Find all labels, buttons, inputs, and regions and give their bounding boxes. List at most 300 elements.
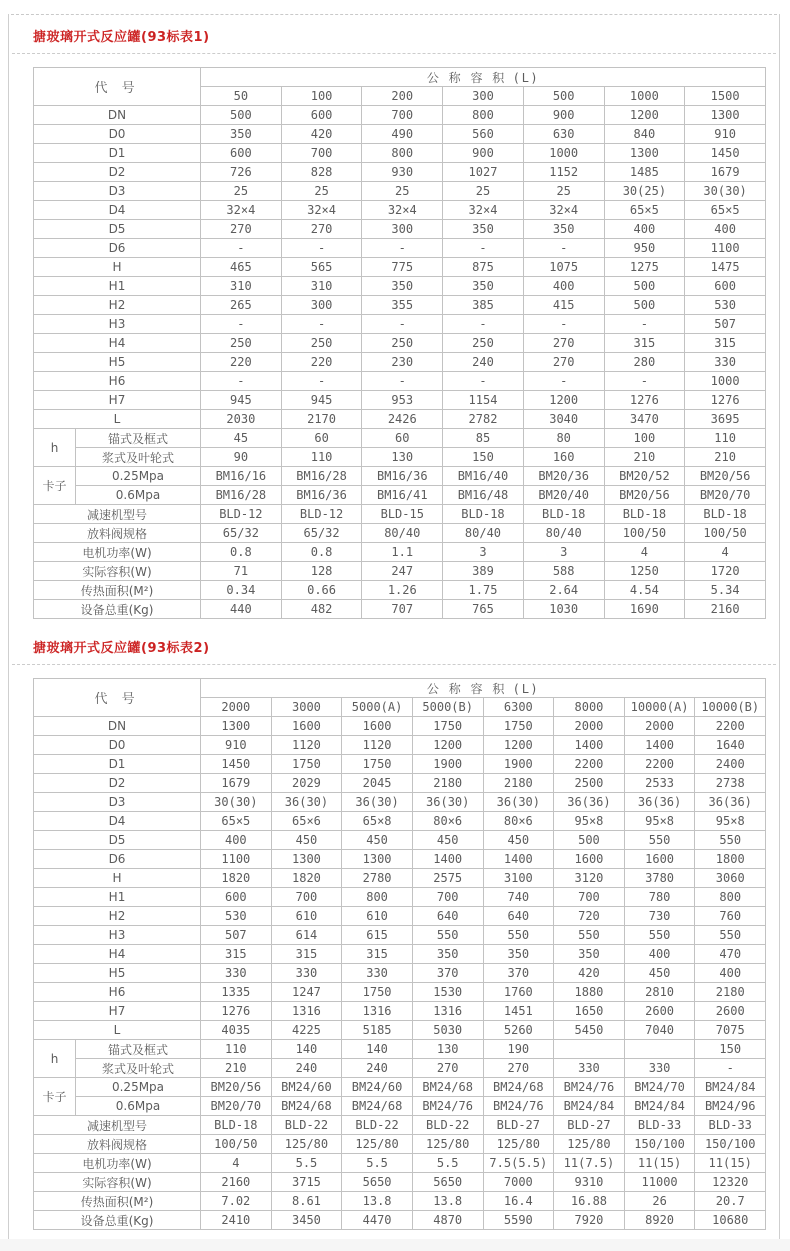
value-cell: 2180 [412, 774, 483, 793]
value-cell: 5650 [342, 1173, 413, 1192]
table-row [34, 1097, 766, 1116]
value-cell: 7920 [554, 1211, 625, 1230]
row-label-cell: H3 [34, 315, 201, 334]
table-row [34, 1021, 766, 1040]
value-cell: 550 [624, 926, 695, 945]
capacity-header-cell: 8000 [554, 698, 625, 717]
value-cell: BM24/68 [342, 1097, 413, 1116]
value-cell: 1400 [554, 736, 625, 755]
value-cell: BLD-12 [281, 505, 362, 524]
value-cell: 240 [271, 1059, 342, 1078]
row-label-cell: D3 [34, 793, 201, 812]
value-cell: - [201, 315, 282, 334]
value-cell: 600 [685, 277, 766, 296]
value-cell: 3120 [554, 869, 625, 888]
value-cell: 720 [554, 907, 625, 926]
value-cell: 1335 [201, 983, 272, 1002]
capacity-header-cell: 100 [281, 87, 362, 106]
row-label-cell: D6 [34, 850, 201, 869]
value-cell: 2200 [554, 755, 625, 774]
value-cell: 30(30) [201, 793, 272, 812]
value-cell: BM24/96 [695, 1097, 766, 1116]
value-cell: 470 [695, 945, 766, 964]
value-cell: 1.75 [443, 581, 524, 600]
value-cell: 415 [523, 296, 604, 315]
value-cell: 36(30) [483, 793, 554, 812]
value-cell: 3 [443, 543, 524, 562]
value-cell: 80 [523, 429, 604, 448]
value-cell: 7000 [483, 1173, 554, 1192]
subrow-label-cell: 浆式及叶轮式 [76, 448, 201, 467]
value-cell: 1750 [483, 717, 554, 736]
value-cell: 25 [523, 182, 604, 201]
value-cell: 1600 [554, 850, 625, 869]
value-cell: 600 [201, 144, 282, 163]
value-cell: - [443, 372, 524, 391]
value-cell: 13.8 [342, 1192, 413, 1211]
value-cell: 5030 [412, 1021, 483, 1040]
row-label-cell: D0 [34, 125, 201, 144]
value-cell: 350 [523, 220, 604, 239]
table-row [34, 144, 766, 163]
value-cell: 9310 [554, 1173, 625, 1192]
value-cell: 160 [523, 448, 604, 467]
value-cell: 640 [412, 907, 483, 926]
value-cell: BLD-18 [523, 505, 604, 524]
subrow-label-cell: 锚式及框式 [76, 1040, 201, 1059]
value-cell: 800 [443, 106, 524, 125]
value-cell: 1750 [342, 755, 413, 774]
row-label-cell: 减速机型号 [34, 1116, 201, 1135]
value-cell: - [443, 239, 524, 258]
value-cell: BM16/36 [281, 486, 362, 505]
subrow-label-cell: 锚式及框式 [76, 429, 201, 448]
value-cell: 350 [483, 945, 554, 964]
value-cell: 1690 [604, 600, 685, 619]
table-row [34, 1192, 766, 1211]
row-label-cell: D4 [34, 201, 201, 220]
table-row [34, 1116, 766, 1135]
row-label-cell: H [34, 869, 201, 888]
value-cell: - [362, 315, 443, 334]
value-cell: 700 [271, 888, 342, 907]
value-cell: 1276 [685, 391, 766, 410]
value-cell: 550 [554, 926, 625, 945]
row-label-cell: 放料阀规格 [34, 1135, 201, 1154]
value-cell: 65×5 [604, 201, 685, 220]
row-label-cell: H3 [34, 926, 201, 945]
value-cell: 100/50 [685, 524, 766, 543]
value-cell: 1820 [271, 869, 342, 888]
value-cell: 350 [443, 277, 524, 296]
value-cell: 95×8 [695, 812, 766, 831]
value-cell: 2600 [624, 1002, 695, 1021]
table-row [34, 907, 766, 926]
value-cell: 5.5 [271, 1154, 342, 1173]
value-cell: 930 [362, 163, 443, 182]
value-cell: 11(15) [695, 1154, 766, 1173]
value-cell: 2.64 [523, 581, 604, 600]
capacity-header-cell: 5000(B) [412, 698, 483, 717]
value-cell: 370 [483, 964, 554, 983]
value-cell: 700 [362, 106, 443, 125]
table-row [34, 945, 766, 964]
row-label-cell: 传热面积(M²) [34, 1192, 201, 1211]
value-cell: BM16/40 [443, 467, 524, 486]
value-cell: BM16/41 [362, 486, 443, 505]
value-cell: BM16/48 [443, 486, 524, 505]
value-cell: 507 [201, 926, 272, 945]
value-cell: BM16/28 [281, 467, 362, 486]
table-row [34, 486, 766, 505]
value-cell: 7040 [624, 1021, 695, 1040]
value-cell: 400 [523, 277, 604, 296]
table-row [34, 315, 766, 334]
row-label-cell: H2 [34, 907, 201, 926]
value-cell: 25 [281, 182, 362, 201]
value-cell: 90 [201, 448, 282, 467]
row-label-cell: 传热面积(M²) [34, 581, 201, 600]
value-cell: 1720 [685, 562, 766, 581]
value-cell: 2533 [624, 774, 695, 793]
value-cell: 8920 [624, 1211, 695, 1230]
value-cell: 5.5 [342, 1154, 413, 1173]
spec-table-2 [33, 678, 766, 1230]
table-row [34, 277, 766, 296]
value-cell: 800 [362, 144, 443, 163]
value-cell: BM16/36 [362, 467, 443, 486]
value-cell: 450 [624, 964, 695, 983]
value-cell: 1200 [483, 736, 554, 755]
value-cell: 707 [362, 600, 443, 619]
value-cell: BM20/70 [685, 486, 766, 505]
value-cell: 2000 [624, 717, 695, 736]
value-cell: 2170 [281, 410, 362, 429]
value-cell: 1900 [483, 755, 554, 774]
value-cell: 2410 [201, 1211, 272, 1230]
capacity-header-cell: 50 [201, 87, 282, 106]
row-label-cell: H7 [34, 1002, 201, 1021]
capacity-header-cell: 5000(A) [342, 698, 413, 717]
value-cell: 1300 [685, 106, 766, 125]
value-cell: 1750 [412, 717, 483, 736]
value-cell: 315 [342, 945, 413, 964]
value-cell: 16.4 [483, 1192, 554, 1211]
table-row [34, 505, 766, 524]
value-cell: 2180 [695, 983, 766, 1002]
value-cell: BM24/76 [554, 1078, 625, 1097]
value-cell: 1600 [271, 717, 342, 736]
value-cell: 420 [281, 125, 362, 144]
group-label-cell: 卡子 [34, 467, 76, 505]
row-label-cell: H2 [34, 296, 201, 315]
value-cell: 11(15) [624, 1154, 695, 1173]
row-label-cell: D1 [34, 755, 201, 774]
value-cell: 389 [443, 562, 524, 581]
row-label-cell: 电机功率(W) [34, 543, 201, 562]
value-cell: 1276 [201, 1002, 272, 1021]
row-label-cell: H4 [34, 334, 201, 353]
value-cell: 1900 [412, 755, 483, 774]
value-cell: 490 [362, 125, 443, 144]
table-row [34, 125, 766, 144]
value-cell: 640 [483, 907, 554, 926]
value-cell: 3715 [271, 1173, 342, 1192]
header-code-cell: 代 号 [34, 68, 201, 106]
value-cell: 2029 [271, 774, 342, 793]
value-cell: 1027 [443, 163, 524, 182]
value-cell: 530 [685, 296, 766, 315]
value-cell: 32×4 [362, 201, 443, 220]
table-row [34, 679, 766, 698]
value-cell: 1000 [685, 372, 766, 391]
value-cell: 5450 [554, 1021, 625, 1040]
value-cell: 2780 [342, 869, 413, 888]
value-cell: 400 [695, 964, 766, 983]
value-cell: 1154 [443, 391, 524, 410]
value-cell: 1300 [271, 850, 342, 869]
table-row [34, 372, 766, 391]
value-cell: 7.02 [201, 1192, 272, 1211]
value-cell: 4.54 [604, 581, 685, 600]
table2-title-divider [12, 664, 776, 665]
value-cell: 2045 [342, 774, 413, 793]
row-label-cell: H6 [34, 372, 201, 391]
value-cell: 125/80 [342, 1135, 413, 1154]
value-cell: 65×6 [271, 812, 342, 831]
row-label-cell: H6 [34, 983, 201, 1002]
value-cell: BM20/70 [201, 1097, 272, 1116]
row-label-cell: H1 [34, 888, 201, 907]
value-cell: 60 [362, 429, 443, 448]
value-cell: 330 [554, 1059, 625, 1078]
value-cell: 26 [624, 1192, 695, 1211]
capacity-header-cell: 6300 [483, 698, 554, 717]
value-cell: 355 [362, 296, 443, 315]
value-cell: 330 [271, 964, 342, 983]
value-cell: 0.66 [281, 581, 362, 600]
group-label-cell: h [34, 1040, 76, 1078]
table-row [34, 717, 766, 736]
value-cell: BM16/16 [201, 467, 282, 486]
value-cell: 25 [362, 182, 443, 201]
value-cell: 80×6 [412, 812, 483, 831]
table-row [34, 220, 766, 239]
value-cell: 45 [201, 429, 282, 448]
value-cell: BLD-18 [443, 505, 524, 524]
row-label-cell: H1 [34, 277, 201, 296]
table-row [34, 793, 766, 812]
value-cell: 1600 [624, 850, 695, 869]
value-cell: 310 [201, 277, 282, 296]
value-cell: BM20/56 [685, 467, 766, 486]
value-cell: 500 [554, 831, 625, 850]
header-code-cell: 代 号 [34, 679, 201, 717]
subrow-label-cell: 0.25Mpa [76, 1078, 201, 1097]
value-cell: 130 [362, 448, 443, 467]
table-row [34, 258, 766, 277]
row-label-cell: 设备总重(Kg) [34, 600, 201, 619]
value-cell: 900 [523, 106, 604, 125]
value-cell: 110 [281, 448, 362, 467]
value-cell: BM24/84 [695, 1078, 766, 1097]
value-cell: 10680 [695, 1211, 766, 1230]
value-cell: 5185 [342, 1021, 413, 1040]
subrow-label-cell: 浆式及叶轮式 [76, 1059, 201, 1078]
value-cell: 25 [201, 182, 282, 201]
value-cell: 1450 [201, 755, 272, 774]
value-cell: 280 [604, 353, 685, 372]
value-cell: BM24/68 [271, 1097, 342, 1116]
table-row [34, 926, 766, 945]
value-cell: 350 [554, 945, 625, 964]
value-cell: 32×4 [443, 201, 524, 220]
value-cell: 65/32 [201, 524, 282, 543]
value-cell: 150/100 [624, 1135, 695, 1154]
value-cell: 330 [342, 964, 413, 983]
value-cell: 330 [201, 964, 272, 983]
value-cell: 1820 [201, 869, 272, 888]
value-cell: 80/40 [523, 524, 604, 543]
value-cell: 270 [523, 353, 604, 372]
value-cell: 1120 [271, 736, 342, 755]
value-cell: 5.34 [685, 581, 766, 600]
value-cell: 240 [443, 353, 524, 372]
table-row [34, 239, 766, 258]
value-cell: 1300 [342, 850, 413, 869]
row-label-cell: L [34, 1021, 201, 1040]
value-cell: 5590 [483, 1211, 554, 1230]
value-cell: BLD-15 [362, 505, 443, 524]
row-label-cell: H5 [34, 353, 201, 372]
value-cell: 330 [685, 353, 766, 372]
value-cell: 1300 [201, 717, 272, 736]
value-cell: 1276 [604, 391, 685, 410]
value-cell: 1600 [342, 717, 413, 736]
table-row [34, 1078, 766, 1097]
capacity-header-cell: 2000 [201, 698, 272, 717]
value-cell: 30(25) [604, 182, 685, 201]
value-cell: 5260 [483, 1021, 554, 1040]
value-cell: 11(7.5) [554, 1154, 625, 1173]
value-cell: 1530 [412, 983, 483, 1002]
value-cell: 230 [362, 353, 443, 372]
value-cell: 1152 [523, 163, 604, 182]
value-cell: BLD-18 [201, 1116, 272, 1135]
value-cell: BM20/56 [604, 486, 685, 505]
value-cell: 3780 [624, 869, 695, 888]
table-row [34, 1154, 766, 1173]
value-cell: BLD-22 [271, 1116, 342, 1135]
value-cell: BLD-33 [695, 1116, 766, 1135]
value-cell: 65×5 [685, 201, 766, 220]
value-cell: 450 [342, 831, 413, 850]
value-cell: 3450 [271, 1211, 342, 1230]
value-cell: 875 [443, 258, 524, 277]
value-cell: - [362, 239, 443, 258]
value-cell: - [443, 315, 524, 334]
value-cell: - [201, 372, 282, 391]
row-label-cell: D2 [34, 163, 201, 182]
value-cell: BM24/76 [412, 1097, 483, 1116]
value-cell: 1316 [271, 1002, 342, 1021]
value-cell: 270 [523, 334, 604, 353]
value-cell: 950 [604, 239, 685, 258]
value-cell: 1485 [604, 163, 685, 182]
value-cell: 1316 [412, 1002, 483, 1021]
value-cell: 140 [342, 1040, 413, 1059]
value-cell: BM24/68 [483, 1078, 554, 1097]
value-cell: 610 [271, 907, 342, 926]
value-cell: 3040 [523, 410, 604, 429]
value-cell: 8.61 [271, 1192, 342, 1211]
row-label-cell: 设备总重(Kg) [34, 1211, 201, 1230]
value-cell: - [281, 239, 362, 258]
value-cell: 2782 [443, 410, 524, 429]
value-cell: 65×8 [342, 812, 413, 831]
value-cell: 125/80 [554, 1135, 625, 1154]
value-cell: 726 [201, 163, 282, 182]
table-row [34, 296, 766, 315]
value-cell: 210 [201, 1059, 272, 1078]
row-label-cell: D5 [34, 831, 201, 850]
value-cell: 1250 [604, 562, 685, 581]
value-cell: 2200 [695, 717, 766, 736]
value-cell: 610 [342, 907, 413, 926]
header-capacity-group-cell: 公 称 容 积 (L) [201, 68, 766, 87]
value-cell: BM24/68 [412, 1078, 483, 1097]
value-cell: 400 [201, 831, 272, 850]
subrow-label-cell: 0.25Mpa [76, 467, 201, 486]
value-cell: BM20/56 [201, 1078, 272, 1097]
value-cell: 125/80 [271, 1135, 342, 1154]
table1-title-divider [12, 53, 776, 54]
value-cell: 350 [201, 125, 282, 144]
spec-table-1 [33, 67, 766, 619]
row-label-cell: D2 [34, 774, 201, 793]
table-row [34, 429, 766, 448]
value-cell: 1200 [523, 391, 604, 410]
value-cell: 2738 [695, 774, 766, 793]
table-row [34, 1040, 766, 1059]
value-cell: 315 [201, 945, 272, 964]
value-cell: 1475 [685, 258, 766, 277]
value-cell: 450 [483, 831, 554, 850]
value-cell: 1679 [685, 163, 766, 182]
value-cell: 30(30) [685, 182, 766, 201]
value-cell: BLD-27 [483, 1116, 554, 1135]
value-cell: BLD-22 [412, 1116, 483, 1135]
row-label-cell: D4 [34, 812, 201, 831]
value-cell: - [695, 1059, 766, 1078]
value-cell: 2810 [624, 983, 695, 1002]
value-cell: 5.5 [412, 1154, 483, 1173]
table-row [34, 1135, 766, 1154]
value-cell: 588 [523, 562, 604, 581]
value-cell: 1300 [604, 144, 685, 163]
value-cell: 700 [412, 888, 483, 907]
value-cell: 4 [201, 1154, 272, 1173]
value-cell: 550 [695, 926, 766, 945]
row-label-cell: 实际容积(W) [34, 1173, 201, 1192]
value-cell: 25 [443, 182, 524, 201]
row-label-cell: D6 [34, 239, 201, 258]
value-cell: 240 [342, 1059, 413, 1078]
table-row [34, 106, 766, 125]
value-cell: 3470 [604, 410, 685, 429]
value-cell: - [523, 239, 604, 258]
table-row [34, 888, 766, 907]
